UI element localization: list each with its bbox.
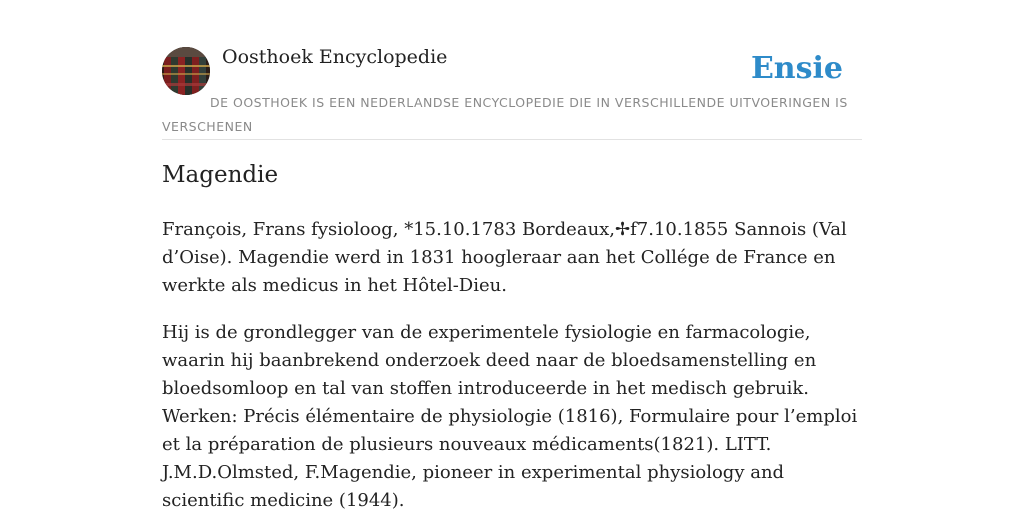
divider xyxy=(162,139,862,140)
encyclopedia-books-icon xyxy=(162,47,210,95)
site-name[interactable]: Oosthoek Encyclopedie xyxy=(222,46,448,68)
article-title: Magendie xyxy=(162,162,279,188)
article-paragraph: François, Frans fysioloog, *15.10.1783 Bordeaux,✢f7.10.1855 Sannois (Val d’Oise). Magendie werd in 1831 hoogleraar aan het Collége de France en werkte als medicus in het Hôtel-Dieu. xyxy=(162,219,847,296)
article-paragraph: Hij is de grondlegger van de experimentele fysiologie en farmacologie, waarin hij baanbrekend onderzoek deed naar de bloedsamenstelling en bloedsomloop en tal van stoffen introduceerde in het medisch gebruik. Werken: Précis élémentaire de physiologie (1816), Formulaire pour l’emploi et la préparation de plusieurs nouveaux médicaments(1821). LITT. J.M.D.Olmsted, F.Magendie, pioneer in experimental physiology and scientific medicine (1944). xyxy=(162,322,858,511)
brand-logo[interactable]: Ensie xyxy=(750,51,843,86)
tagline: DE OOSTHOEK IS EEN NEDERLANDSE ENCYCLOPEDIE DIE IN VERSCHILLENDE UITVOERINGEN IS VERSCHENEN xyxy=(162,95,848,134)
page xyxy=(162,0,862,512)
avatar[interactable] xyxy=(162,47,210,95)
